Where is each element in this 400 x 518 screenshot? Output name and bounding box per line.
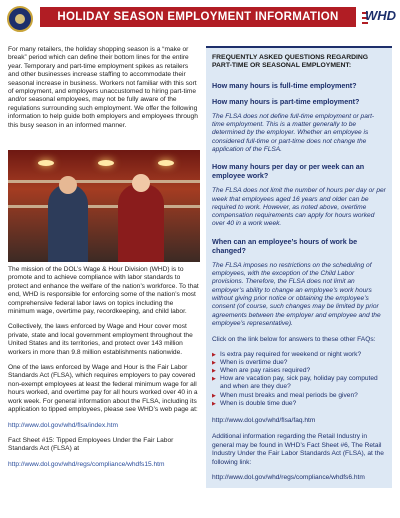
faq-question: How many hours is part-time employment? xyxy=(212,96,360,106)
laws-paragraph: Collectively, the laws enforced by Wage and Hour cover most private, state and local government employment throughout the United States and its territories, and protect over 143 million workers in more than 9.8 million establishments nationwide. xyxy=(8,323,193,356)
page-title: HOLIDAY SEASON EMPLOYMENT INFORMATION xyxy=(40,7,356,27)
left-column-lower xyxy=(8,266,200,476)
list-item: ▶ When is overtime due? xyxy=(212,359,386,367)
list-item: ▶ How are vacation pay, sick pay, holiday pay computed and when are they due? xyxy=(212,375,386,391)
whd-logo-text: WHD xyxy=(365,8,397,23)
list-item: ▶ Is extra pay required for weekend or night work? xyxy=(212,351,386,359)
flsa-paragraph: One of the laws enforced by Wage and Hour is the Fair Labor Standards Act (FLSA), which requires employers to pay covered non-exempt employees at least the federal minimum wage for all hours worked, and overtime pay for all hours worked over 40 in a work week. For general information about the FLSA, including its application to tipped employees, please see WHD’s web page at: xyxy=(8,364,198,414)
intro-paragraph: For many retailers, the holiday shopping season is a “make or break” period which can define their bottom lines for the entire year. Temporary and part-time employment spikes as retailers and other businesses increase staffing to accommodate their seasonal increase in business. Workers not familiar with this sort of employment, and employers unaccustomed to hiring part-time and/or seasonal employees, may not be fully aware of the regulations surrounding such employment. We offer the following information to help guide both employers and employees through this busy season in an informed manner. xyxy=(8,46,198,129)
whd-logo xyxy=(362,8,396,28)
factsheet-link[interactable]: http://www.dol.gov/whd/regs/compliance/whdfs15.htm xyxy=(8,460,165,468)
faq-question: How many hours is full-time employment? xyxy=(212,80,357,90)
faq-question: How many hours per day or per week can an employee work? xyxy=(212,162,365,181)
faq-answer: The FLSA does not limit the number of hours per day or per week that employees aged 16 years and older can be required to work. However, as noted above, overtime compensation requirements can apply for hours worked over 40 in a work week. xyxy=(212,187,386,228)
page-header xyxy=(0,0,400,40)
shopping-photo xyxy=(8,150,200,262)
faq-link[interactable]: http://www.dol.gov/whd/flsa/faq.htm xyxy=(212,416,316,424)
faq-answer: The FLSA does not define full-time employment or part-time employment. This is a matter generally to be determined by the employer. Whether an employee is considered full-time or part-time does not change the application of the FLSA. xyxy=(212,112,375,153)
click-text: Click on the link below for answers to these other FAQs: xyxy=(212,336,376,344)
faq-title: FREQUENTLY ASKED QUESTIONS REGARDING PART-TIME OR SEASONAL EMPLOYMENT: xyxy=(212,54,369,70)
list-item: ▶ When is double time due? xyxy=(212,400,386,408)
right-column xyxy=(206,46,392,514)
left-column xyxy=(8,46,200,137)
factsheet-paragraph: Fact Sheet #15: Tipped Employees Under the Fair Labor Standards Act (FLSA) at xyxy=(8,436,174,453)
flsa-link[interactable]: http://www.dol.gov/whd/flsa/index.htm xyxy=(8,421,118,429)
faq-box xyxy=(206,46,392,488)
list-item: ▶ When must breaks and meal periods be given? xyxy=(212,392,386,400)
retail-link[interactable]: http://www.dol.gov/whd/regs/compliance/whdfs6.htm xyxy=(212,474,365,482)
faq-answer: The FLSA imposes no restrictions on the scheduling of employees, with the exception of the Child Labor provisions. Therefore, the FLSA does not limit an employer’s ability to change an employee’s work hours without giving prior notice or obtaining the employee’s consent (of course, such changes may be limited by prior agreements between the employer and employee and the employee’s representative). xyxy=(212,261,381,327)
list-item: ▶ When are pay raises required? xyxy=(212,367,386,375)
mission-paragraph: The mission of the DOL’s Wage & Hour Division (WHD) is to promote and to achieve compliance with labor standards to protect and enhance the welfare of the nation’s workforce. To that end, WHD is responsible for enforcing some of the nation’s most comprehensive federal labor laws on topics including the minimum wage, overtime pay, recordkeeping, and child labor. xyxy=(8,266,199,316)
faq-list xyxy=(212,351,386,408)
retail-paragraph: Additional information regarding the Retail Industry in general may be found in WHD’s Fact Sheet #6, The Retail Industry Under the Fair Labor Standards Act (FLSA), at the following link: xyxy=(212,433,384,466)
faq-question: When can an employee’s hours of work be changed? xyxy=(212,236,358,255)
dol-seal-logo xyxy=(7,6,33,32)
